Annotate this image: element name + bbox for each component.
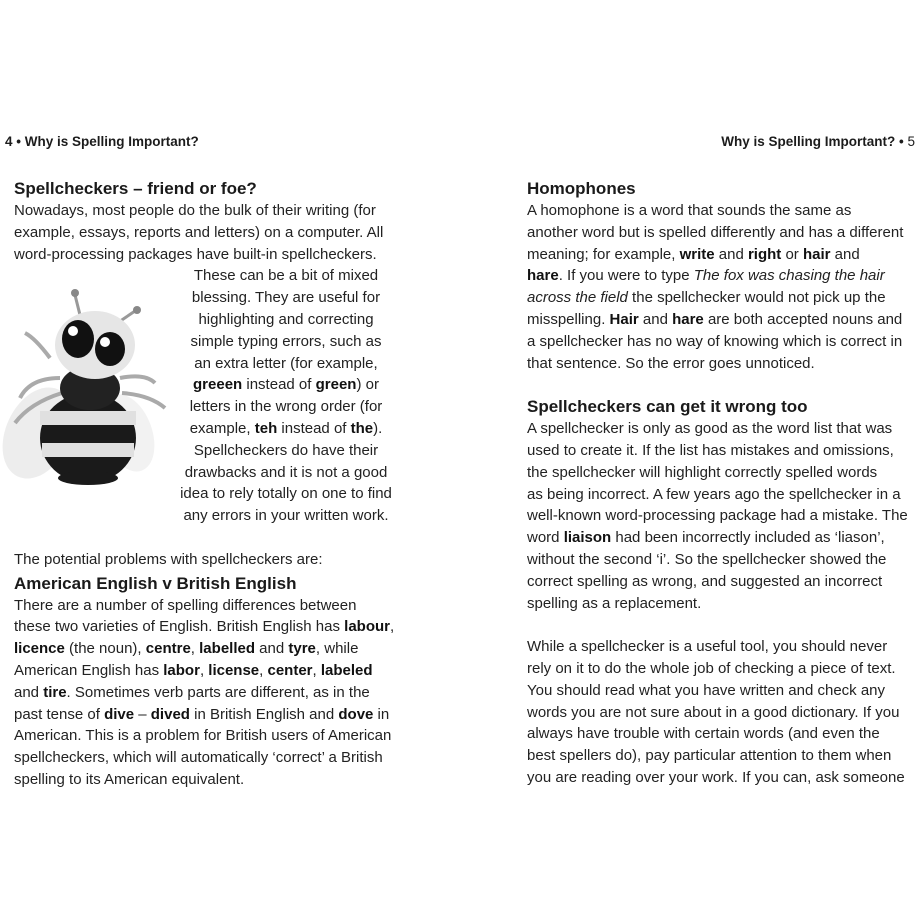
section-heading-american-vs-british: American English v British English	[14, 573, 297, 593]
section-heading-spellcheckers-wrong: Spellcheckers can get it wrong too	[527, 397, 808, 417]
right-page-header	[721, 134, 915, 149]
left-page-body	[14, 178, 406, 791]
section-heading-spellcheckers-friend-or-foe: Spellcheckers – friend or foe?	[14, 179, 257, 198]
right-page-number: 5	[907, 134, 915, 149]
paragraph-spellcheckers-wrong: A spellchecker is only as good as the word list that was used to create it. If the list has mistakes and omissions, the spellchecker will highlight correctly spelled words as being incorrect. A few years ago the spellchecker in a well-known word-processing package had a mistake. The word liaison had been incorrectly included as ‘liason’, without the second ‘i’. So the spellchecker showed the correct spelling as wrong, and suggested an incorrect spelling as a replacement.	[527, 420, 908, 612]
section-heading-homophones: Homophones	[527, 179, 636, 198]
right-page-body	[527, 178, 915, 789]
header-bullet: •	[898, 134, 904, 149]
left-page-header	[5, 134, 199, 149]
left-page-number: 4	[5, 134, 13, 149]
paragraph-final-advice: While a spellchecker is a useful tool, you should never rely on it to do the whole job of checking a piece of text. You should read what you have written and check any words you are not sure about in a good dictionary. If you always have trouble with certain words (and even the best spellers do), pay particular attention to them when you are reading over your work. If you can, ask someone	[527, 638, 905, 786]
paragraph-homophones: A homophone is a word that sounds the same as another word but is spelled differently and has a different meaning; for example, write and right or hair and hare. If you were to type The fox was chasing the hair across the field the spellchecker would not pick up the misspelling. Hair and hare are both accepted nouns and a spellchecker has no way of knowing which is correct in that sentence. So the error goes unnoticed.	[527, 202, 904, 372]
paragraph-intro: Nowadays, most people do the bulk of their writing (for example, essays, reports and letters) on a computer. All word-processing packages have built-in spellcheckers.	[14, 202, 384, 263]
left-running-title: Why is Spelling Important?	[24, 134, 199, 149]
paragraph-wrapped-around-bee: These can be a bit of mixed blessing. They are useful for highlighting and correcting simple typing errors, such as an extra letter (for example, greeen instead of green) or letters in the wrong order (for example, teh instead of the). Spellcheckers do have their drawbacks and it is not a good idea to rely totally on one to find any errors in your written work.	[180, 267, 392, 525]
paragraph-american-english: There are a number of spelling differences between these two varieties of English. British English has labour, licence (the noun), centre, labelled and tyre, while American English has labor, license, center, labeled and tire. Sometimes verb parts are different, as in the past tense of dive – dived in British English and dove in American. This is a problem for British users of American spellcheckers, which will automatically ‘correct’ a British spelling to its American equivalent.	[14, 596, 395, 788]
right-running-title: Why is Spelling Important?	[721, 134, 896, 149]
header-bullet: •	[16, 134, 22, 149]
paragraph-potential-problems: The potential problems with spellcheckers are:	[14, 550, 323, 568]
